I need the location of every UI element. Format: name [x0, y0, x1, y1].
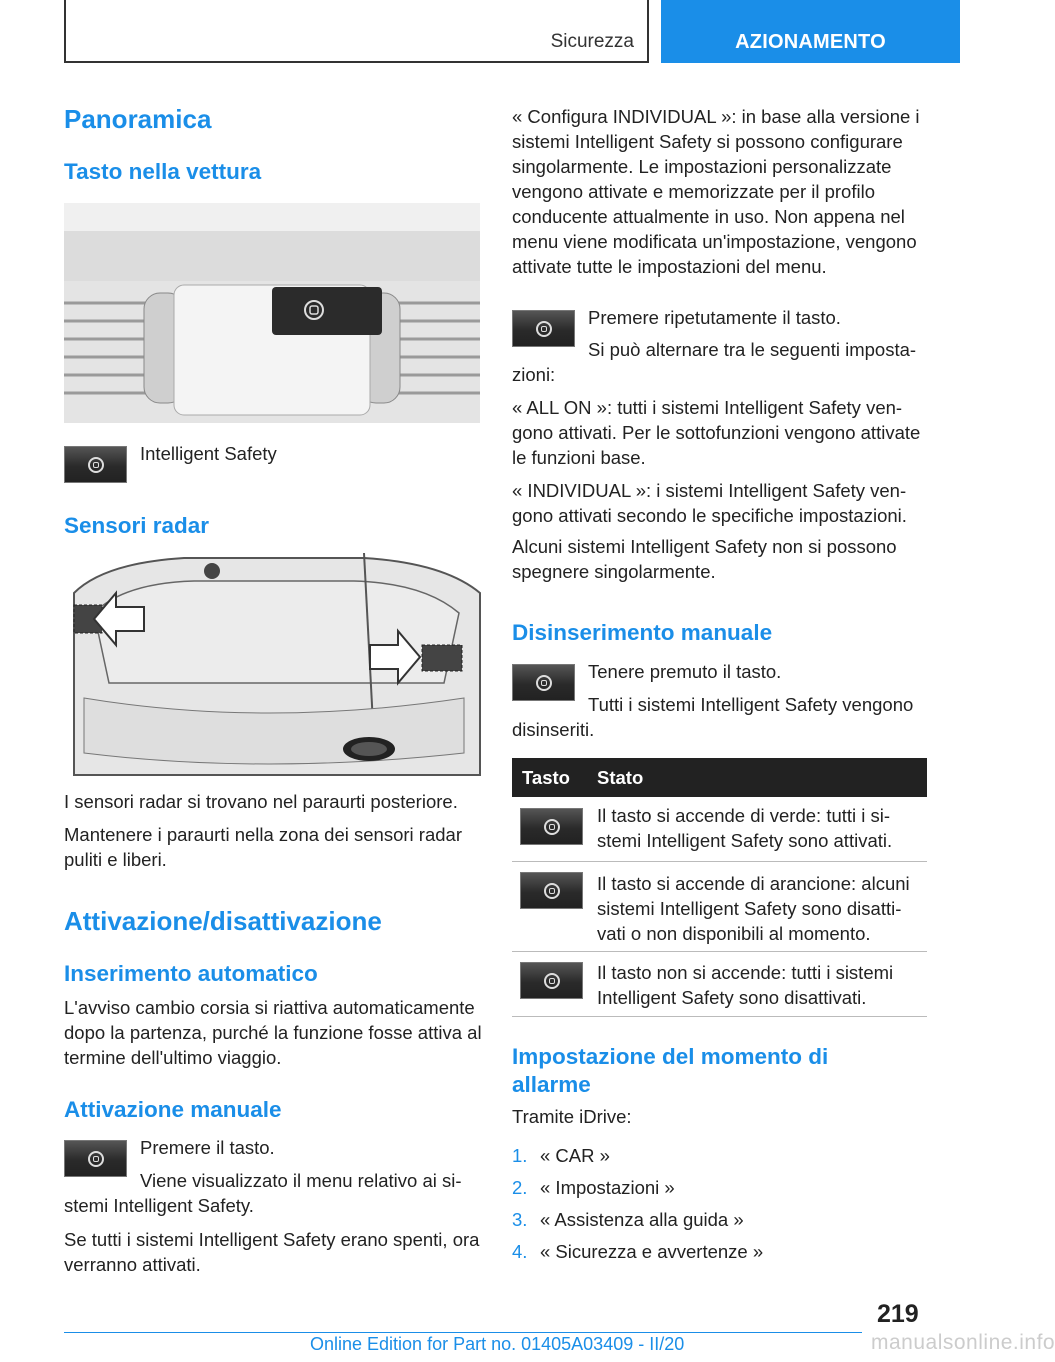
step-4-number: 4. [512, 1241, 528, 1262]
sensori-paragraph-2: Mantenere i paraurti nella zona dei sensori radar puliti e liberi. [64, 824, 462, 870]
disinserimento-line-2: Tutti i sistemi Intelligent Safety vengono disinseriti. [512, 694, 914, 740]
intelligent-safety-caption: Intelligent Safety [140, 443, 277, 464]
heading-attivazione: Attivazione/disattivazione [64, 906, 382, 936]
footer-rule [64, 1332, 862, 1333]
intelligent-safety-button-icon [64, 446, 127, 483]
table-row-divider [512, 951, 927, 952]
heading-sensori: Sensori radar [64, 513, 210, 538]
table-row-1-button-icon [520, 808, 583, 845]
individual-paragraph: « INDIVIDUAL »: i sistemi Intelligent Safety vengono attivati secondo le specifiche impostazioni. [512, 480, 907, 526]
table-row-divider [512, 1016, 927, 1017]
premere-line-2: Si può alternare tra le seguenti impostazioni: [512, 339, 917, 385]
heading-tasto: Tasto nella vettura [64, 159, 262, 184]
step-1-number: 1. [512, 1145, 528, 1166]
manuale-line-2: Viene visualizzato il menu relativo ai sistemi Intelligent Safety. [64, 1170, 462, 1216]
step-2-number: 2. [512, 1177, 528, 1198]
inserimento-paragraph: L'avviso cambio corsia si riattiva automaticamente dopo la partenza, purché la funzione fosse attiva al termine dell'ultimo viaggio. [64, 997, 482, 1068]
footer-edition: Online Edition for Part no. 01405A03409 - II/20 [310, 1334, 685, 1354]
table-row-3-button-icon [520, 962, 583, 999]
config-paragraph: « Configura INDIVIDUAL »: in base alla versione i sistemi Intelligent Safety si possono configurare singolarmente. Le impostazioni personalizzate vengono attivate e memorizzate per il profilo conducente attualmente in uso. Non appena nel menu viene modificata un'impostazione, vengono attivate tutte le impostazioni del menu. [512, 106, 920, 277]
step-1-text: « CAR » [540, 1145, 610, 1166]
premere-line-1: Premere ripetutamente il tasto. [588, 307, 841, 328]
figure-dashboard-button [64, 203, 480, 423]
table-row-2-button-icon [520, 872, 583, 909]
heading-panoramica: Panoramica [64, 104, 212, 134]
table-col-stato: Stato [597, 767, 644, 788]
heading-impostazione: Impostazione del momento di allarme [512, 1044, 829, 1097]
table-row-3-state: Il tasto non si accende: tutti i sistemi Intelligent Safety sono disattivati. [597, 962, 894, 1008]
header-chapter-tab: AZIONAMENTO [661, 0, 960, 63]
figure-radar-sensors [64, 553, 480, 775]
step-2-text: « Impostazioni » [540, 1177, 675, 1198]
table-row-2-state: Il tasto si accende di arancione: alcuni sistemi Intelligent Safety sono disattivati o non disponibili al momento. [597, 873, 910, 944]
watermark: manualsonline.info [871, 1331, 1055, 1354]
table-col-tasto: Tasto [522, 767, 570, 788]
dashboard-illustration [64, 203, 480, 423]
manuale-paragraph: Se tutti i sistemi Intelligent Safety erano spenti, ora verranno attivati. [64, 1229, 480, 1275]
step-3-number: 3. [512, 1209, 528, 1230]
manuale-line-1: Premere il tasto. [140, 1137, 275, 1158]
sensori-paragraph-1: I sensori radar si trovano nel paraurti posteriore. [64, 791, 458, 812]
table-row-1-state: Il tasto si accende di verde: tutti i sistemi Intelligent Safety sono attivati. [597, 805, 893, 851]
disinserimento-line-1: Tenere premuto il tasto. [588, 661, 782, 682]
heading-attivazione-manuale: Attivazione manuale [64, 1097, 282, 1122]
step-4-text: « Sicurezza e avvertenze » [540, 1241, 764, 1262]
all-on-paragraph: « ALL ON »: tutti i sistemi Intelligent Safety vengono attivati. Per le sottofunzioni vengono attivate le funzioni base. [512, 397, 921, 468]
step-3-text: « Assistenza alla guida » [540, 1209, 744, 1230]
alcuni-paragraph: Alcuni sistemi Intelligent Safety non si possono spegnere singolarmente. [512, 536, 897, 582]
status-table-header [512, 758, 927, 797]
table-row-divider [512, 861, 927, 862]
tramite-text: Tramite iDrive: [512, 1106, 632, 1127]
heading-disinserimento: Disinserimento manuale [512, 620, 773, 645]
rear-bumper-illustration [64, 553, 480, 775]
heading-inserimento: Inserimento automatico [64, 961, 318, 986]
header-section: Sicurezza [550, 31, 634, 52]
page-number: 219 [877, 1300, 919, 1328]
